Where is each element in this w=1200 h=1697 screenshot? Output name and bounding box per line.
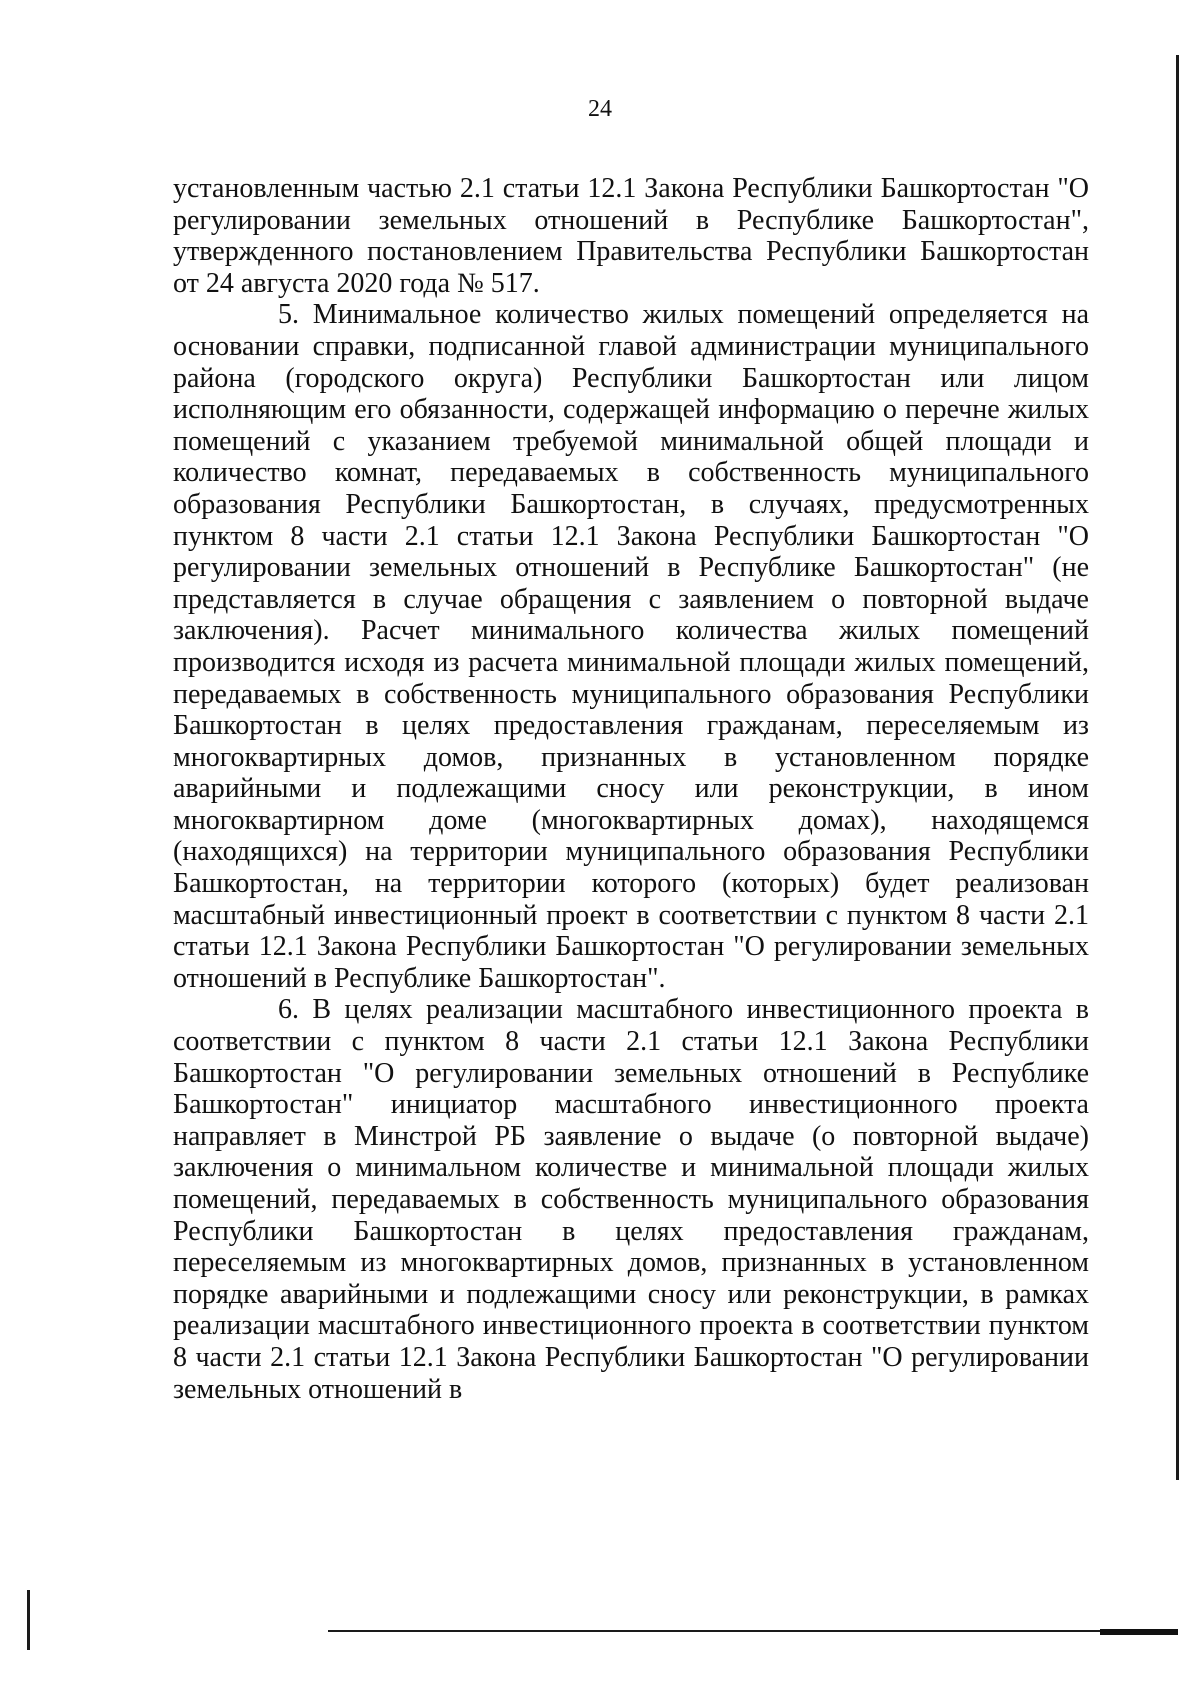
paragraph-continuation: установленным частью 2.1 статьи 12.1 Закона Республики Башкортостан "О регулировании земельных отношений в Республике Башкортостан", утвержденного постановлением Правительства Республики Башкортостан от 24 августа 2020 года № 517. — [173, 173, 1089, 299]
footer-rule-end — [1100, 1629, 1178, 1635]
scan-edge-line-left — [27, 1590, 30, 1650]
scan-edge-line-right — [1176, 55, 1179, 1480]
document-body — [173, 173, 1089, 1405]
paragraph-item-6: 6. В целях реализации масштабного инвестиционного проекта в соответствии с пунктом 8 части 2.1 статьи 12.1 Закона Республики Башкортостан "О регулировании земельных отношений в Республике Башкортостан" инициатор масштабного инвестиционного проекта направляет в Минстрой РБ заявление о выдаче (о повторной выдаче) заключения о минимальном количестве и минимальной площади жилых помещений, передаваемых в собственность муниципального образования Республики Башкортостан в целях предоставления гражданам, переселяемым из многоквартирных домов, признанных в установленном порядке аварийными и подлежащими сносу или реконструкции, в рамках реализации масштабного инвестиционного проекта в соответствии пунктом 8 части 2.1 статьи 12.1 Закона Республики Башкортостан "О регулировании земельных отношений в — [173, 994, 1089, 1405]
page-number: 24 — [588, 96, 612, 122]
footer-rule — [328, 1630, 1178, 1632]
paragraph-item-5: 5. Минимальное количество жилых помещений определяется на основании справки, подписанной главой администрации муниципального района (городского округа) Республики Башкортостан или лицом исполняющим его обязанности, содержащей информацию о перечне жилых помещений с указанием требуемой минимальной общей площади и количество комнат, передаваемых в собственность муниципального образования Республики Башкортостан, в случаях, предусмотренных пунктом 8 части 2.1 статьи 12.1 Закона Республики Башкортостан "О регулировании земельных отношений в Республике Башкортостан" (не представляется в случае обращения с заявлением о повторной выдаче заключения). Расчет минимального количества жилых помещений производится исходя из расчета минимальной площади жилых помещений, передаваемых в собственность муниципального образования Республики Башкортостан в целях предоставления гражданам, переселяемым из многоквартирных домов, признанных в установленном порядке аварийными и подлежащими сносу или реконструкции, в ином многоквартирном доме (многоквартирных домах), находящемся (находящихся) на территории муниципального образования Республики Башкортостан, на территории которого (которых) будет реализован масштабный инвестиционный проект в соответствии с пунктом 8 части 2.1 статьи 12.1 Закона Республики Башкортостан "О регулировании земельных отношений в Республике Башкортостан". — [173, 299, 1089, 994]
